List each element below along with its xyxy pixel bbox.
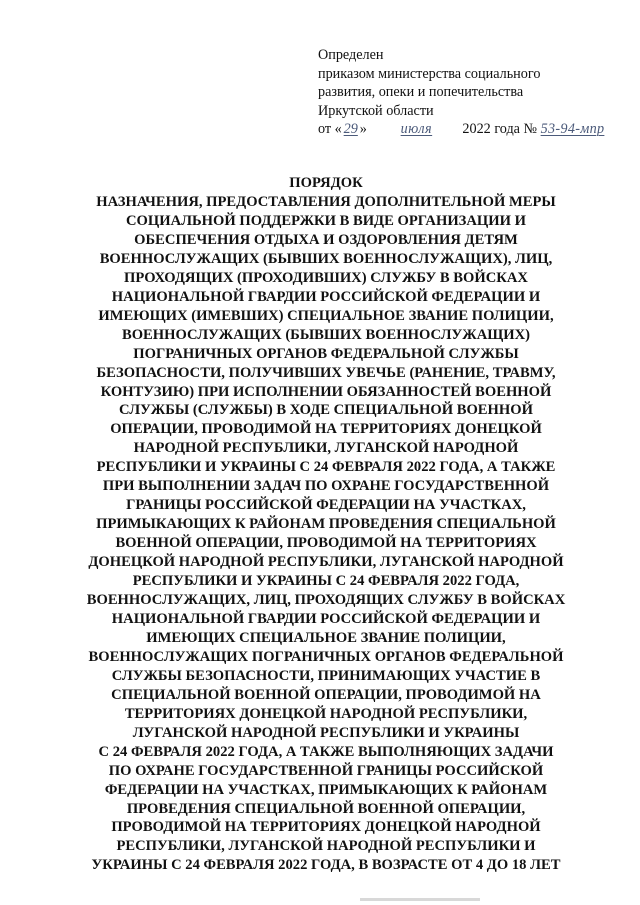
date-prefix: от « [318,121,342,137]
title-line: ПРОВОДИМОЙ НА ТЕРРИТОРИЯХ ДОНЕЦКОЙ НАРОДНОЙ [111,819,541,836]
title-line: ВОЕННОЙ ОПЕРАЦИИ, ПРОВОДИМОЙ НА ТЕРРИТОРИЯХ [115,535,537,552]
title-heading: ПОРЯДОК [289,175,363,191]
title-line: СЛУЖБЫ БЕЗОПАСНОСТИ, ПРИНИМАЮЩИХ УЧАСТИЕ В [111,667,541,684]
title-line: ДОНЕЦКОЙ НАРОДНОЙ РЕСПУБЛИКИ, ЛУГАНСКОЙ НАРОДНОЙ [88,554,564,571]
approval-line-3: развития, опеки и попечительства [318,84,524,100]
title-line: ОБЕСПЕЧЕНИЯ ОТДЫХА И ОЗДОРОВЛЕНИЯ ДЕТЯМ [134,231,518,248]
title-line: ПРОВЕДЕНИЯ СПЕЦИАЛЬНОЙ ВОЕННОЙ ОПЕРАЦИИ, [126,800,526,817]
title-line: ПО ОХРАНЕ ГОСУДАРСТВЕННОЙ ГРАНИЦЫ РОССИЙСКОЙ [108,762,544,779]
title-line: ВОЕННОСЛУЖАЩИХ ПОГРАНИЧНЫХ ОРГАНОВ ФЕДЕРАЛЬНОЙ [88,648,564,665]
title-line: ИМЕЮЩИХ СПЕЦИАЛЬНОЕ ЗВАНИЕ ПОЛИЦИИ, [146,629,506,646]
date-quote-close: » [359,121,367,137]
title-line: БЕЗОПАСНОСТИ, ПОЛУЧИВШИХ УВЕЧЬЕ (РАНЕНИЕ, ТРАВМУ, [96,364,556,381]
title-line: РЕСПУБЛИКИ, ЛУГАНСКОЙ НАРОДНОЙ РЕСПУБЛИКИ И [116,838,536,855]
approval-stamp-block [318,46,628,139]
title-line: СОЦИАЛЬНОЙ ПОДДЕРЖКИ В ВИДЕ ОРГАНИЗАЦИИ И [126,212,526,229]
title-line: НАРОДНОЙ РЕСПУБЛИКИ, ЛУГАНСКОЙ НАРОДНОЙ [133,440,519,457]
approval-line-1: Определен [318,47,384,63]
title-line: ФЕДЕРАЦИИ НА УЧАСТКАХ, ПРИМЫКАЮЩИХ К РАЙОНАМ [104,781,548,798]
title-body [76,193,576,875]
title-line: ВОЕННОСЛУЖАЩИХ (БЫВШИХ ВОЕННОСЛУЖАЩИХ) [121,326,531,343]
approval-line-4: Иркутской области [318,102,434,119]
title-line: НАЦИОНАЛЬНОЙ ГВАРДИИ РОССИЙСКОЙ ФЕДЕРАЦИИ И [111,610,541,627]
title-line: ВОЕННОСЛУЖАЩИХ, ЛИЦ, ПРОХОДЯЩИХ СЛУЖБУ В ВОЙСКАХ [86,592,566,609]
handwritten-day: 29 [343,121,358,137]
title-line: СЛУЖБЫ (СЛУЖБЫ) В ХОДЕ СПЕЦИАЛЬНОЙ ВОЕННОЙ [119,402,533,419]
handwritten-order-number: 53-94-мпр [540,121,605,137]
title-line: ПРИ ВЫПОЛНЕНИИ ЗАДАЧ ПО ОХРАНЕ ГОСУДАРСТВЕННОЙ [102,478,550,495]
title-line: РЕСПУБЛИКИ И УКРАИНЫ С 24 ФЕВРАЛЯ 2022 ГОДА, А ТАКЖЕ [96,459,556,476]
title-line: СПЕЦИАЛЬНОЙ ВОЕННОЙ ОПЕРАЦИИ, ПРОВОДИМОЙ НА [111,686,541,703]
title-line: ГРАНИЦЫ РОССИЙСКОЙ ФЕДЕРАЦИИ НА УЧАСТКАХ, [126,497,526,514]
title-line: ЛУГАНСКОЙ НАРОДНОЙ РЕСПУБЛИКИ И УКРАИНЫ [132,724,520,741]
handwritten-month: июля [400,121,433,137]
year-text: 2022 года № [462,121,538,137]
title-line: ПРОХОДЯЩИХ (ПРОХОДИВШИХ) СЛУЖБУ В ВОЙСКАХ [124,269,528,286]
title-line: ИМЕЮЩИХ (ИМЕВШИХ) СПЕЦИАЛЬНОЕ ЗВАНИЕ ПОЛИЦИИ, [98,307,554,324]
title-line: НАЗНАЧЕНИЯ, ПРЕДОСТАВЛЕНИЯ ДОПОЛНИТЕЛЬНОЙ МЕРЫ [96,194,556,210]
title-line: УКРАИНЫ С 24 ФЕВРАЛЯ 2022 ГОДА, В ВОЗРАСТЕ ОТ 4 ДО 18 ЛЕТ [91,857,561,874]
title-line: РЕСПУБЛИКИ И УКРАИНЫ С 24 ФЕВРАЛЯ 2022 ГОДА, [132,573,520,590]
title-line: С 24 ФЕВРАЛЯ 2022 ГОДА, А ТАКЖЕ ВЫПОЛНЯЮЩИХ ЗАДАЧИ [98,743,554,760]
approval-date-line [318,120,628,139]
title-line: ТЕРРИТОРИЯХ ДОНЕЦКОЙ НАРОДНОЙ РЕСПУБЛИКИ, [124,705,528,722]
title-line: КОНТУЗИЮ) ПРИ ИСПОЛНЕНИИ ОБЯЗАННОСТЕЙ ВОЕННОЙ [100,383,552,400]
approval-line-2: приказом министерства социального [318,65,541,82]
title-line: ОПЕРАЦИИ, ПРОВОДИМОЙ НА ТЕРРИТОРИЯХ ДОНЕЦКОЙ [110,421,542,438]
title-line: ПРИМЫКАЮЩИХ К РАЙОНАМ ПРОВЕДЕНИЯ СПЕЦИАЛЬНОЙ [96,516,556,533]
title-line: НАЦИОНАЛЬНОЙ ГВАРДИИ РОССИЙСКОЙ ФЕДЕРАЦИИ И [111,288,541,305]
title-line: ПОГРАНИЧНЫХ ОРГАНОВ ФЕДЕРАЛЬНОЙ СЛУЖБЫ [133,345,519,362]
document-title [76,174,576,875]
scan-artifact [360,898,480,901]
title-line: ВОЕННОСЛУЖАЩИХ (БЫВШИХ ВОЕННОСЛУЖАЩИХ), ЛИЦ, [99,250,553,267]
